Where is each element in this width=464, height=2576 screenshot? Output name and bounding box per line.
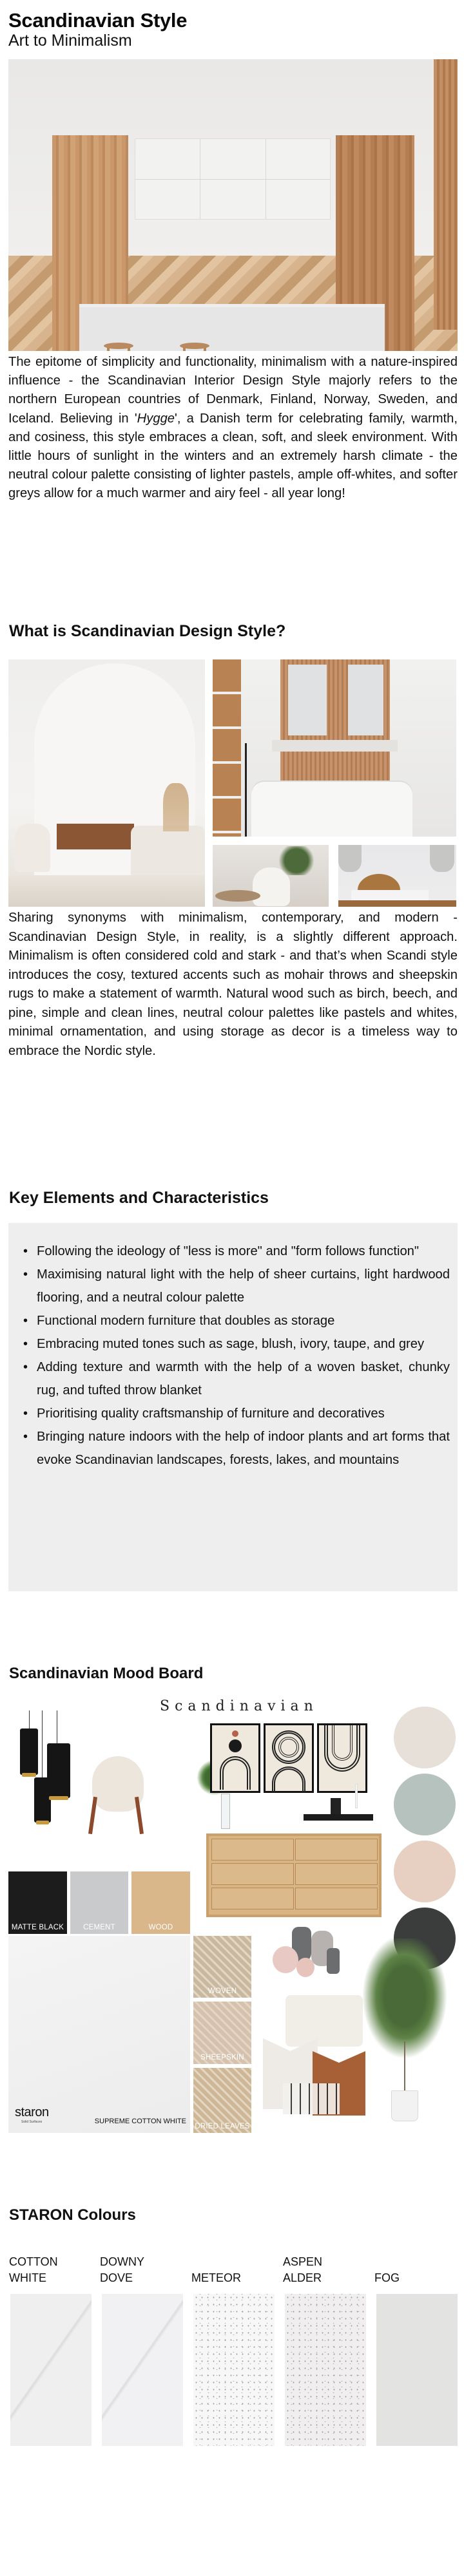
list-item: • Bringing nature indoors with the help of indoor plants and art forms that evoke Scandinavian landscapes, forests, lakes, and mountains xyxy=(21,1425,450,1472)
staron-swatch-cotton-white xyxy=(10,2294,92,2446)
list-item: • Prioritising quality craftsmanship of furniture and decoratives xyxy=(21,1402,450,1425)
material-swatch-matte-black: MATTE BLACK xyxy=(8,1871,67,1934)
armchair-plant-image xyxy=(213,845,329,907)
staron-logo: staron xyxy=(15,2105,49,2119)
hygge-term: Hygge xyxy=(137,411,175,426)
section-heading-staron-colours: STARON Colours xyxy=(9,2206,136,2224)
art-print-circles-icon xyxy=(264,1723,314,1793)
art-print-sun-icon xyxy=(210,1723,260,1793)
section-heading-what-is: What is Scandinavian Design Style? xyxy=(9,622,286,640)
palette-circle-sage xyxy=(394,1774,456,1835)
swatch-label-aspen-alder: ASPEN ALDER xyxy=(283,2255,323,2284)
list-item: • Functional modern furniture that doubles as storage xyxy=(21,1309,450,1332)
kitchen-shelf-image xyxy=(338,845,456,907)
page-subtitle: Art to Minimalism xyxy=(8,32,132,50)
list-item: • Maximising natural light with the help of sheer curtains, light hardwood flooring, and a neutral colour palette xyxy=(21,1263,450,1309)
staron-swatch-aspen-alder xyxy=(285,2294,366,2446)
list-item: • Embracing muted tones such as sage, blush, ivory, taupe, and grey xyxy=(21,1332,450,1356)
staron-swatch-downy-dove xyxy=(102,2294,183,2446)
mood-board-image xyxy=(8,1694,458,2138)
what-is-paragraph: Sharing synonyms with minimalism, contemporary, and modern - Scandinavian Design Style, in reality, is a slightly different approach. Minimalism is often considered cold and stark - and that’s when Scandi style introduces the cosy, textured accents such as mohair throws and sheepskin rugs to make a statement of warmth. Natural wood such as birch, beech, and pine, simple and clean lines, neutral colour palettes like pastels and whites, minimal ornamentation, and using storage as decor is a timeless way to embrace the Nordic style. xyxy=(8,911,458,1058)
surface-label: SUPREME COTTON WHITE xyxy=(94,2117,186,2125)
swatch-label-fog: FOG xyxy=(374,2271,400,2284)
list-item: • Adding texture and warmth with the help of a woven basket, chunky rug, and tufted throw blanket xyxy=(21,1356,450,1402)
material-swatch-wood: WOOD xyxy=(131,1871,190,1934)
key-elements-list xyxy=(21,1240,450,1472)
swatch-label-downy-dove: DOWNY DOVE xyxy=(100,2255,144,2284)
swatch-label-meteor: METEOR xyxy=(191,2271,242,2284)
art-print-arches-icon xyxy=(317,1723,367,1793)
palette-circle-blush xyxy=(394,1841,456,1902)
key-elements-box xyxy=(8,1223,458,1591)
staron-swatch-meteor xyxy=(193,2294,275,2446)
palette-circle-ivory xyxy=(394,1707,456,1768)
mood-board-title: Scandinavian xyxy=(160,1698,318,1714)
staron-swatch-fog xyxy=(376,2294,458,2446)
texture-swatch-woven: WOVEN xyxy=(193,1936,251,1998)
surface-sample-supreme-cotton-white xyxy=(8,1936,190,2133)
material-swatch-cement: CEMENT xyxy=(70,1871,128,1934)
swatch-label-cotton-white: COTTON WHITE xyxy=(9,2255,58,2284)
hero-kitchen-image xyxy=(8,59,458,351)
living-room-arch-image xyxy=(8,659,205,907)
page-title: Scandinavian Style xyxy=(8,9,188,32)
texture-swatch-sheepskin: SHEEPSKIN xyxy=(193,2002,251,2064)
intro-paragraph: The epitome of simplicity and functionality, minimalism with a nature-inspired influence - the Scandinavian Interior Design Style majorly refers to the northern European countries of Denmark, Finland, Norway, Sweden, and Iceland. Believing in 'Hygge', a Danish term for celebrating family, warmth, and cosiness, this style embraces a clean, soft, and sleek environment. With little hours of sunlight in the winters and an extremely harsh climate - the neutral colour palette consisting of lighter pastels, ample off-whites, and softer greys allow for a much warmer and airy feel - all year long! xyxy=(8,355,458,501)
list-item: • Following the ideology of "less is more" and "form follows function" xyxy=(21,1240,450,1263)
texture-swatch-dried-leaves: DRIED LEAVES xyxy=(193,2068,251,2133)
section-heading-mood-board: Scandinavian Mood Board xyxy=(9,1665,204,1682)
bathroom-image xyxy=(213,659,456,837)
dresser-icon xyxy=(206,1833,382,1917)
section-heading-key-elements: Key Elements and Characteristics xyxy=(9,1189,269,1207)
staron-tagline: Solid Surfaces xyxy=(21,2120,43,2124)
